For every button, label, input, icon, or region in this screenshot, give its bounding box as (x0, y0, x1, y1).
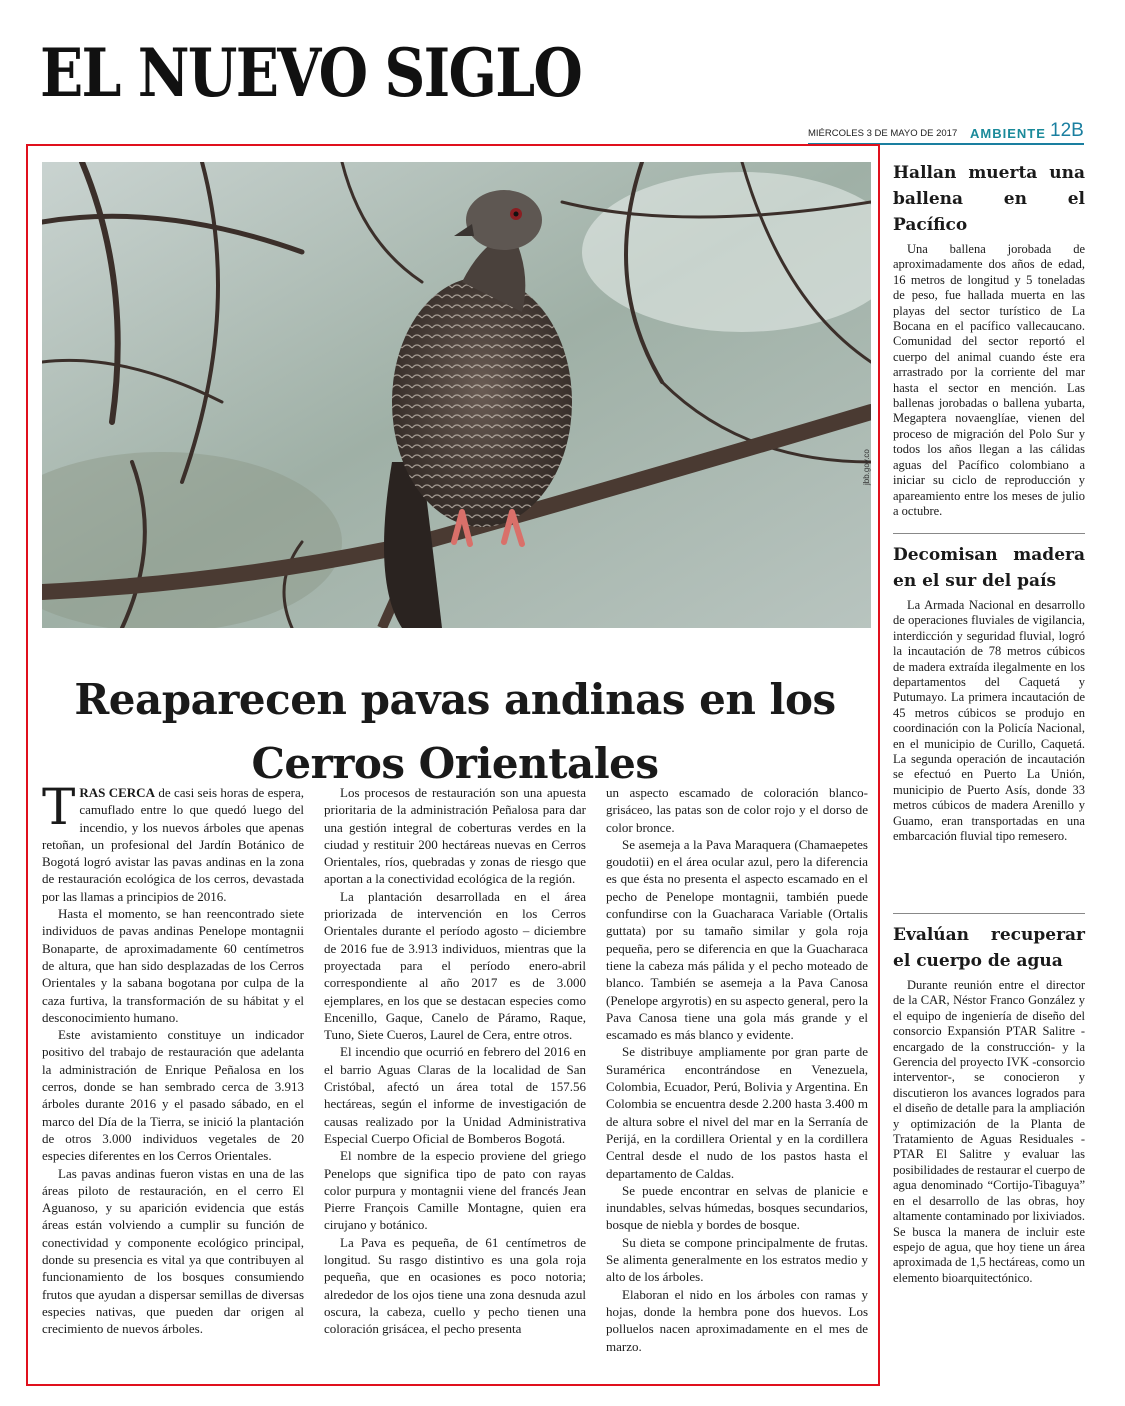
sidebar-story-madera (893, 542, 1085, 845)
sidebar-story-agua (893, 922, 1085, 1286)
sidebar-story-ballena (893, 160, 1085, 519)
article-headline: Reaparecen pavas andinas en los Cerros Orientales (74, 675, 836, 789)
article-column-2 (324, 784, 586, 1338)
article-paragraph: La plantación desarrollada en el área priorizada de intervención en los Cerros Orientales durante el período agosto – diciembre de 2016 fue de 3.913 individuos, mientras que la proyectada para el período enero-abril correspondiente al año 2017 es de 3.000 ejemplares, en los que se destacan especies como Encenillo, Gaque, Canelo de Páramo, Raque, Tuno, Siete Cueros, Laurel de Cera, entre otros. (324, 888, 586, 1043)
article-column-1 (42, 778, 305, 1338)
sidebar-divider (893, 913, 1085, 914)
article-paragraph: Los procesos de restauración son una apuesta prioritaria de la administración Peñalosa para dar una gestión integral de coberturas verdes en la ciudad y restituir 200 hectáreas nuevas en Cerros Orientales, ríos, quebradas y zonas de riesgo que aportan a la conectividad ecológica de la región. (324, 785, 586, 887)
section-label: AMBIENTE (970, 126, 1046, 141)
page-number: 12B (1050, 120, 1084, 141)
article-paragraph: El incendio que ocurrió en febrero del 2016 en el barrio Aguas Claras de la localidad de San Cristóbal, afectó un área total de 157.56 hectáreas, según el informe de investigación de causas realizado por la Unidad Administrativa Especial Cuerpo Oficial de Bomberos Bogotá. (324, 1044, 586, 1146)
sidebar-body: Una ballena jorobada de aproximadamente dos años de edad, 16 metros de longitud y 5 toneladas de peso, fue hallada muerta en las playas del sector turístico de La Bocana en el pacífico vallecaucano. Comunidad del sector reportó el cuerpo del animal cuando éste era arrastrado por la corriente del mar hasta el sector en mención. Las ballenas jorobadas o ballena yubarta, Megaptera novaenglíae, vienen del proceso de migración del Polo Sur y todos los años llegan a las cálidas aguas del Pacífico colombiano a iniciar su ciclo de reproducción y apareamiento entre los meses de julio a octubre. (893, 242, 1085, 518)
pava-andina-illustration (42, 162, 871, 628)
article-paragraph: Hasta el momento, se han reencontrado siete individuos de pavas andinas Penelope montagnii Bonaparte, de aproximadamente 60 centímetros de altura, que han sido desplazadas de los Cerros Orientales y la sabana bogotana por culpa de la caza furtiva, la transformación de su hábitat y el desconocimiento humano. (42, 906, 304, 1025)
article-paragraph: El nombre de la especio proviene del griego Penelops que significa tipo de pato con rayas color purpura y montagnii viene del francés Jean Pierre François Camille Montagne, quien era cirujano y botánico. (324, 1148, 586, 1233)
drop-cap: T (42, 778, 76, 836)
bird-photo (42, 162, 871, 628)
article-paragraph: Su dieta se compone principalmente de frutas. Se alimenta generalmente en los estratos medio y alto de los árboles. (606, 1234, 868, 1285)
article-paragraph: Se puede encontrar en selvas de planicie e inundables, selvas húmedas, bosques secundarios, bosque de niebla y bordes de bosque. (606, 1182, 868, 1233)
masthead-logo: EL NUEVO SIGLO (40, 34, 582, 112)
sidebar-headline: Hallan muerta una ballena en el Pacífico (893, 163, 1085, 235)
article-column-3 (606, 784, 868, 1355)
lead-in: RAS CERCA (79, 785, 155, 800)
article-paragraph: un aspecto escamado de coloración blanco-grisáceo, las patas son de color rojo y el dorso de color bronce. (606, 785, 868, 835)
article-paragraph: Se asemeja a la Pava Maraquera (Chamaepetes goudotii) en el área ocular azul, pero la diferencia es que ésta no presenta el aspecto escamado en el pecho de Penelope montagnii, también puede confundirse con la Guacharaca Variable (Ortalis guttata) por su tamaño similar y gola roja pequeña, pero se diferencia en que la Guacharaca tiene la cabeza más pálida y el pecho moteado de blanco. También se asemeja a la Pava Canosa (Penelope argyrotis) en su aspecto general, pero la Pava Canosa tiene una gola más grande y el escamado es más blanco y evidente. (606, 836, 868, 1043)
article-paragraph: La Pava es pequeña, de 61 centímetros de longitud. Su rasgo distintivo es una gola roja pequeña, que en ocasiones es poco notoria; alrededor de los ojos tiene una zona desnuda azul oscura, la cabeza, cuello y pecho tienen una coloración grisácea, el pecho presenta (324, 1234, 586, 1337)
sidebar-divider (893, 533, 1085, 534)
dateline: MIÉRCOLES 3 DE MAYO DE 2017 (808, 128, 958, 139)
photo-credit: jbb.gov.co (862, 449, 871, 485)
sidebar-headline: Decomisan madera en el sur del país (893, 545, 1085, 591)
sidebar-body: Durante reunión entre el director de la CAR, Néstor Franco González y el equipo de ingeniería de diseño del consorcio Expansión PTAR Salitre -encargado de la construcción- y la Gerencia del proyecto IVK -consorcio interventor-, se conocieron y discutieron los avances logrados para el diseño de detalle para la ampliación y optimización de la Planta de Tratamiento de Aguas Residuales - PTAR El Salitre y evaluar las posibilidades de restaurar el cuerpo de agua denominado “Cortijo-Tibaguya” en el desarrollo de las obras, hoy altamente contaminado por lixiviados. Se busca la manera de incluir este espejo de agua, que hoy tiene un área aproximada de 1,5 hectáreas, como un elemento bioarquitectónico. (893, 978, 1085, 1285)
sidebar-headline: Evalúan recuperar el cuerpo de agua (893, 925, 1085, 971)
article-paragraph: Las pavas andinas fueron vistas en una de las áreas piloto de restauración, en el cerro El Aguanoso, y su aparición evidencia que estás áreas están volviendo a cumplir su función de conectividad y componente ecológico principal, donde su presencia es vital ya que contribuyen al funcionamiento de los bosques consumiendo frutos que ayudan a dispersar semillas de diversas especies nativas, que pueden dar origen al crecimiento de nuevos árboles. (42, 1165, 304, 1337)
article-paragraph: Elaboran el nido en los árboles con ramas y hojas, donde la hembra pone dos huevos. Los polluelos nacen aproximadamente en el mes de marzo. (606, 1286, 868, 1354)
article-paragraph: Este avistamiento constituye un indicador positivo del trabajo de restauración que adelanta la administración de Enrique Peñalosa en los cerros, donde se han sembrado cerca de 3.913 árboles durante 2016 y el pasado sábado, en el marco del Día de la Tierra, se inició la plantación de otros 3.000 individuos vegetales de 20 especies diferentes en los Cerros Orientales. (42, 1027, 304, 1164)
sidebar-body: La Armada Nacional en desarrollo de operaciones fluviales de vigilancia, interdicción y seguridad fluvial, logró la incautación de 78 metros cúbicos de madera extraída ilegalmente en los departamentos del Caquetá y Putumayo. La primera incautación de 45 metros cúbicos se produjo en coordinación con la Policía Nacional, en el municipio de Curillo, Caquetá. La segunda operación de incautación se efectuó en Puerto La Unión, municipio de Puerto Asís, donde 33 metros cúbicos de madera Arenillo y Guamo, eran transportadas en una embarcación fluvial tipo remesero. (893, 598, 1085, 844)
article-paragraph: Se distribuye ampliamente por gran parte de Suramérica encontrándose en Venezuela, Colombia, Ecuador, Perú, Bolivia y Argentina. En Colombia se encuentra desde 2.200 hasta 3.400 m de altura sobre el nivel del mar en la Serranía de Perijá, en la cordillera Oriental y en la cordillera Central desde el nudo de los pastos hasta el departamento de Caldas. (606, 1044, 868, 1181)
article-paragraph: TRAS CERCA de casi seis horas de espera, camuflado entre lo que quedó luego del incendio, y los nuevos árboles que apenas retoñan, un profesional del Jardín Botánico de Bogotá logró avistar las pavas andinas en la zona de restauración ecológica de los cerros, devastada por las llamas a principios de 2016. (42, 778, 305, 904)
